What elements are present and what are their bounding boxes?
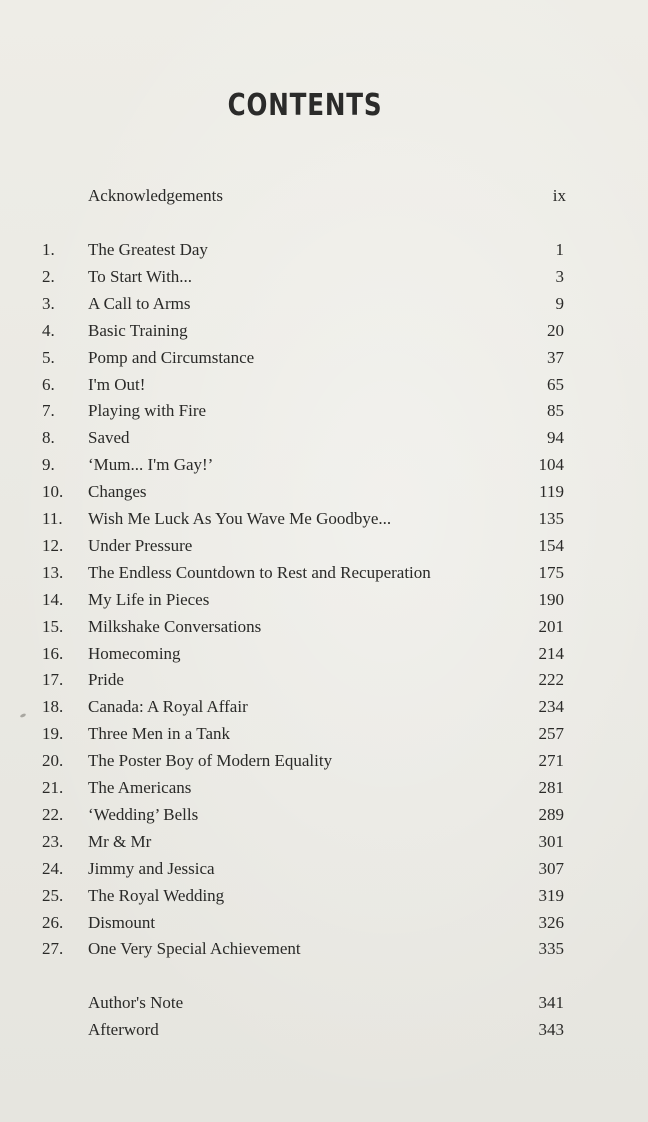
chapter-number: 4. bbox=[42, 320, 55, 340]
chapter-entry bbox=[0, 803, 648, 827]
chapter-number: 18. bbox=[42, 697, 64, 717]
chapter-title: A Call to Arms bbox=[88, 293, 191, 313]
chapter-page: 94 bbox=[547, 428, 564, 448]
chapter-page: 154 bbox=[538, 535, 564, 555]
chapter-page: 9 bbox=[555, 293, 564, 313]
chapter-title: Jimmy and Jessica bbox=[88, 858, 215, 878]
chapter-entry bbox=[0, 722, 648, 746]
chapter-title: I'm Out! bbox=[88, 374, 146, 394]
chapter-entry bbox=[0, 615, 648, 639]
chapter-entry bbox=[0, 292, 648, 316]
chapter-entry bbox=[0, 857, 648, 881]
back-matter-entry bbox=[0, 1018, 648, 1042]
chapter-number: 19. bbox=[42, 724, 64, 744]
chapter-number: 10. bbox=[42, 482, 64, 502]
entry-page: ix bbox=[552, 186, 566, 205]
chapter-number: 12. bbox=[42, 535, 64, 555]
chapter-page: 307 bbox=[538, 858, 564, 878]
chapter-number: 26. bbox=[42, 912, 64, 932]
chapter-page: 175 bbox=[538, 562, 564, 582]
entry-page: 343 bbox=[538, 1020, 564, 1039]
chapter-entry bbox=[0, 346, 648, 370]
chapter-number: 7. bbox=[42, 401, 55, 421]
chapter-number: 20. bbox=[42, 751, 64, 771]
chapter-entry bbox=[0, 453, 648, 477]
chapter-entry bbox=[0, 561, 648, 585]
chapter-title: Pride bbox=[88, 670, 124, 690]
chapter-number: 3. bbox=[42, 293, 55, 313]
chapter-title: One Very Special Achievement bbox=[88, 939, 301, 959]
chapter-title: Saved bbox=[88, 428, 130, 448]
chapter-number: 25. bbox=[42, 885, 64, 905]
chapter-page: 104 bbox=[538, 455, 564, 475]
chapter-number: 15. bbox=[42, 616, 64, 636]
chapter-entry bbox=[0, 507, 648, 531]
chapter-page: 214 bbox=[538, 643, 564, 663]
chapter-number: 27. bbox=[42, 939, 64, 959]
entry-title: Author's Note bbox=[88, 993, 184, 1012]
chapter-title: Pomp and Circumstance bbox=[88, 347, 255, 367]
chapter-entry bbox=[0, 265, 648, 289]
chapter-number: 22. bbox=[42, 804, 64, 824]
chapter-title: Dismount bbox=[88, 912, 156, 932]
chapter-title: Homecoming bbox=[88, 643, 181, 663]
chapter-entry bbox=[0, 884, 648, 908]
chapter-page: 271 bbox=[538, 751, 564, 771]
chapter-title: Changes bbox=[88, 482, 147, 502]
chapter-page: 281 bbox=[538, 778, 564, 797]
chapter-number: 14. bbox=[42, 589, 64, 609]
chapter-page: 85 bbox=[547, 401, 564, 421]
chapter-page: 20 bbox=[547, 320, 564, 340]
chapter-page: 119 bbox=[539, 482, 564, 502]
chapter-number: 1. bbox=[42, 240, 55, 259]
chapter-page: 234 bbox=[538, 697, 564, 717]
chapter-page: 289 bbox=[538, 804, 564, 824]
chapter-page: 37 bbox=[547, 347, 564, 367]
entry-page: 341 bbox=[538, 993, 564, 1012]
chapter-number: 11. bbox=[42, 509, 63, 528]
chapter-entry bbox=[0, 830, 648, 854]
chapter-page: 201 bbox=[538, 616, 564, 636]
chapter-title: Mr & Mr bbox=[88, 831, 152, 851]
chapter-number: 6. bbox=[42, 374, 55, 394]
chapter-entry bbox=[0, 238, 648, 262]
chapter-title: Under Pressure bbox=[88, 535, 193, 555]
chapter-number: 23. bbox=[42, 831, 64, 851]
chapter-page: 319 bbox=[538, 885, 564, 905]
front-matter-entry bbox=[0, 184, 648, 208]
chapter-number: 2. bbox=[42, 266, 55, 286]
chapter-entry bbox=[0, 480, 648, 504]
chapter-title: Wish Me Luck As You Wave Me Goodbye... bbox=[88, 509, 392, 528]
chapter-page: 335 bbox=[538, 939, 564, 959]
chapter-page: 1 bbox=[555, 240, 564, 259]
chapter-title: Three Men in a Tank bbox=[88, 724, 231, 744]
chapter-title: ‘Mum... I'm Gay!’ bbox=[88, 455, 214, 475]
chapter-number: 21. bbox=[42, 778, 64, 797]
chapter-title: My Life in Pieces bbox=[88, 589, 210, 609]
chapter-page: 3 bbox=[555, 266, 564, 286]
chapter-title: Canada: A Royal Affair bbox=[88, 697, 248, 717]
chapter-entry bbox=[0, 426, 648, 450]
chapter-number: 24. bbox=[42, 858, 64, 878]
chapter-title: To Start With... bbox=[88, 266, 193, 286]
chapter-title: The Endless Countdown to Rest and Recuperation bbox=[88, 562, 431, 582]
chapter-title: ‘Wedding’ Bells bbox=[88, 804, 199, 824]
chapter-page: 222 bbox=[538, 670, 564, 690]
chapter-page: 301 bbox=[538, 831, 564, 851]
chapter-title: The Greatest Day bbox=[88, 240, 208, 259]
back-matter-entry bbox=[0, 991, 648, 1015]
chapter-entry bbox=[0, 534, 648, 558]
chapter-page: 190 bbox=[538, 589, 564, 609]
entry-title: Afterword bbox=[88, 1020, 159, 1039]
chapter-entry bbox=[0, 668, 648, 692]
chapter-entry bbox=[0, 911, 648, 935]
chapter-title: The Royal Wedding bbox=[88, 885, 225, 905]
chapter-title: The Americans bbox=[88, 778, 192, 797]
chapter-entry bbox=[0, 749, 648, 773]
chapter-page: 257 bbox=[538, 724, 564, 744]
chapter-title: Playing with Fire bbox=[88, 401, 207, 421]
chapter-title: Basic Training bbox=[88, 320, 188, 340]
chapter-entry bbox=[0, 642, 648, 666]
chapter-number: 16. bbox=[42, 643, 64, 663]
chapter-title: Milkshake Conversations bbox=[88, 616, 262, 636]
chapter-number: 8. bbox=[42, 428, 55, 448]
chapter-entry bbox=[0, 937, 648, 961]
chapter-entry bbox=[0, 399, 648, 423]
chapter-entry bbox=[0, 776, 648, 800]
chapter-number: 13. bbox=[42, 562, 64, 582]
chapter-entry bbox=[0, 373, 648, 397]
entry-title: Acknowledgements bbox=[88, 186, 224, 205]
chapter-entry bbox=[0, 588, 648, 612]
chapter-number: 17. bbox=[42, 670, 64, 690]
chapter-page: 135 bbox=[538, 509, 564, 528]
chapter-entry bbox=[0, 319, 648, 343]
chapter-page: 65 bbox=[547, 374, 564, 394]
page-title: CONTENTS bbox=[227, 88, 383, 123]
chapter-number: 5. bbox=[42, 347, 55, 367]
chapter-page: 326 bbox=[538, 912, 564, 932]
chapter-entry bbox=[0, 695, 648, 719]
chapter-title: The Poster Boy of Modern Equality bbox=[88, 751, 333, 771]
chapter-number: 9. bbox=[42, 455, 55, 475]
